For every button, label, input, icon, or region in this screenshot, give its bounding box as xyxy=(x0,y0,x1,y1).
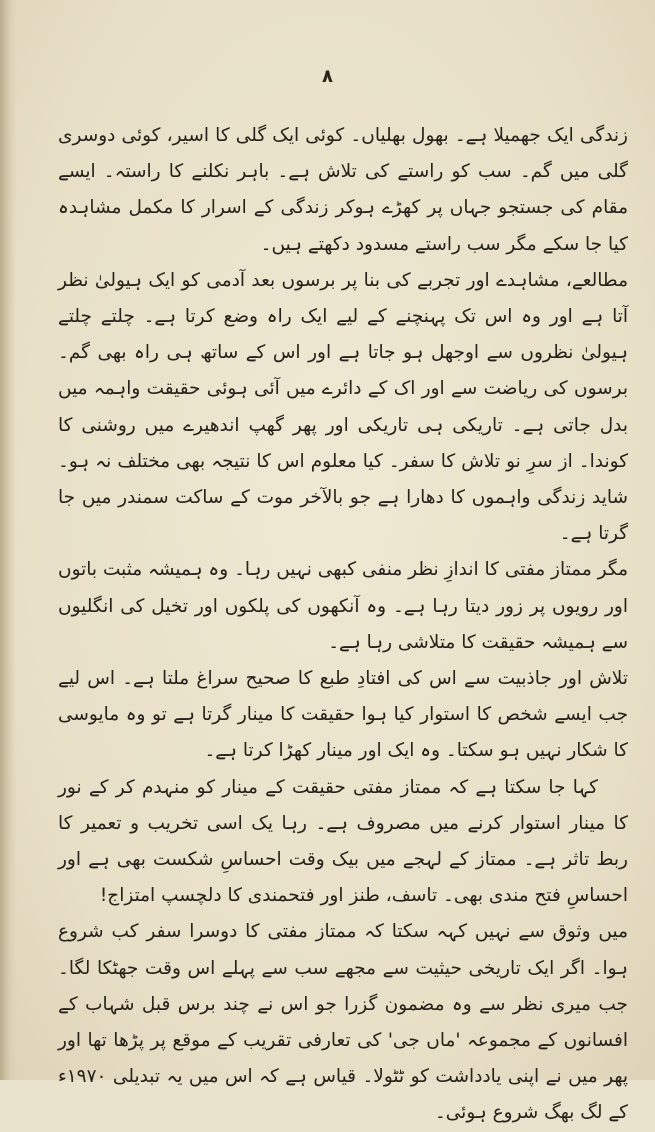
paragraph-1: زندگی ایک جھمیلا ہے۔ بھول بھلیاں۔ کوئی ایک گلی کا اسیر، کوئی دوسری گلی میں گم۔ سب کو راستے کی تلاش ہے۔ باہر نکلنے کا راستہ۔ ایسے مقام کی جستجو جہاں پر کھڑے ہوکر زندگی کے اسرار کا مکمل مشاہدہ کیا جا سکے مگر سب راستے مسدود دکھتے ہیں۔ xyxy=(58,125,628,255)
paragraph-3: مگر ممتاز مفتی کا اندازِ نظر منفی کبھی نہیں رہا۔ وہ ہمیشہ مثبت باتوں اور رویوں پر زور دیتا رہا ہے۔ وہ آنکھوں کی پلکوں اور تخیل کی انگلیوں سے ہمیشہ حقیقت کا متلاشی رہا ہے۔ xyxy=(58,559,628,653)
page-number: ۸ xyxy=(322,66,333,87)
page-text-body xyxy=(58,118,628,1132)
paragraph-4: تلاش اور جاذبیت سے اس کی افتادِ طبع کا صحیح سراغ ملتا ہے۔ اس لیے جب ایسے شخص کا استوار کیا ہوا حقیقت کا مینار گرتا ہے تو وہ مایوسی کا شکار نہیں ہو سکتا۔ وہ ایک اور مینار کھڑا کرتا ہے۔ xyxy=(58,668,628,762)
page-binding-edge xyxy=(0,0,16,1080)
paragraph-2: مطالعے، مشاہدے اور تجربے کی بنا پر برسوں بعد آدمی کو ایک ہیولیٰ نظر آتا ہے اور وہ اس تک پہنچنے کے لیے ایک راہ وضع کرتا ہے۔ چلتے چلتے ہیولیٰ نظروں سے اوجھل ہو جاتا ہے اور اس کے ساتھ ہی راہ بھی گم۔ برسوں کی ریاضت سے اور اک کے دائرے میں آئی ہوئی حقیقت واہمہ میں بدل جاتی ہے۔ تاریکی ہی تاریکی اور پھر گھپ اندھیرے میں روشنی کا کوندا۔ از سرِ نو تلاش کا سفر۔ کیا معلوم اس کا نتیجہ بھی مختلف نہ ہو۔ شاید زندگی واہموں کا دھارا ہے جو بالآخر موت کے ساکت سمندر میں جا گرتا ہے۔ xyxy=(58,269,628,545)
paragraph-6: میں وثوق سے نہیں کہہ سکتا کہ ممتاز مفتی کا دوسرا سفر کب شروع ہوا۔ اگر ایک تاریخی حیثیت سے مجھے سب سے پہلے اس وقت جھٹکا لگا۔ جب میری نظر سے وہ مضمون گزرا جو اس نے چند برس قبل شہاب کے افسانوں کے مجموعہ 'ماں جی' کی تعارفی تقریب کے موقع پر پڑھا تھا اور پھر میں نے اپنی یادداشت کو ٹٹولا۔ قیاس ہے کہ اس میں یہ تبدیلی ۱۹۷۰ء کے لگ بھگ شروع ہوئی۔ xyxy=(58,921,628,1124)
paragraph-5: کہا جا سکتا ہے کہ ممتاز مفتی حقیقت کے مینار کو منہدم کر کے نور کا مینار استوار کرنے میں مصروف ہے۔ رہا یک اسی تخریب و تعمیر کا ربط تاثر ہے۔ ممتاز کے لہجے میں بیک وقت احساسِ شکست بھی ہے اور احساسِ فتح مندی بھی۔ تاسف، طنز اور فتحمندی کا دلچسپ امتزاج! xyxy=(58,776,628,907)
